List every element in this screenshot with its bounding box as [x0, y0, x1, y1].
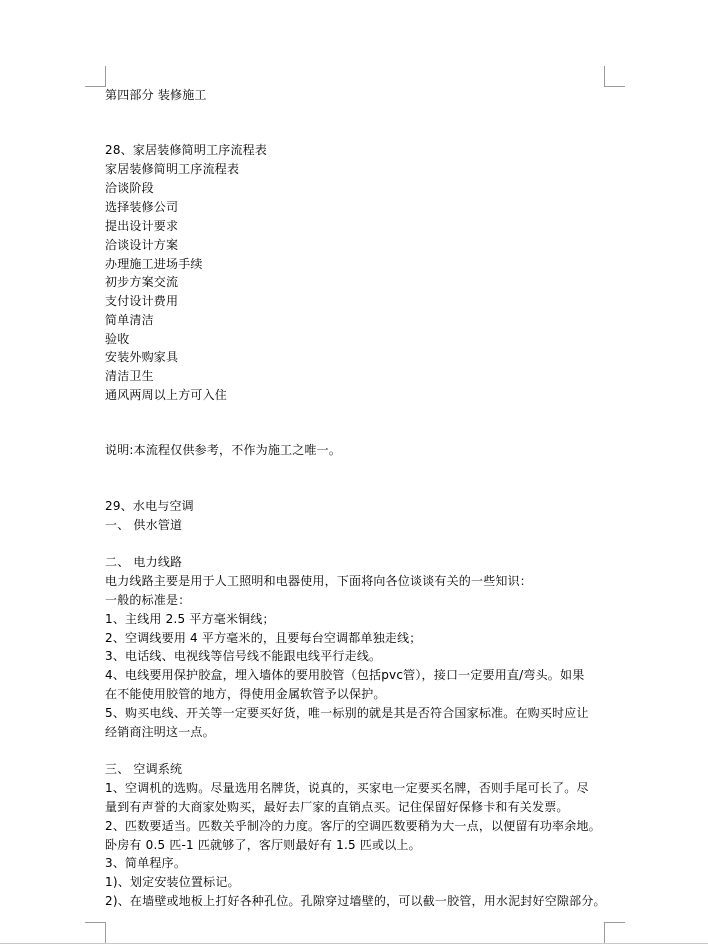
flow-step: 简单清洁	[105, 313, 154, 327]
flow-step: 初步方案交流	[105, 275, 179, 289]
flow-step: 支付设计费用	[105, 294, 179, 308]
list-item: 5、购买电线、开关等一定要买好货，唯一标别的就是其是否符合国家标准。在购买时应让	[105, 706, 589, 720]
flow-step: 提出设计要求	[105, 219, 179, 233]
paragraph: 3、简单程序。	[105, 856, 187, 870]
flow-step: 办理施工进场手续	[105, 257, 203, 271]
flow-step: 洽谈设计方案	[105, 238, 179, 252]
list-item: 3、电话线、电视线等信号线不能跟电线平行走线。	[105, 649, 382, 663]
list-item: 4、电线要用保护胶盒，埋入墙体的要用胶管（包括pvc管），接口一定要用直/弯头。如果	[105, 668, 585, 682]
paragraph: 1)、划定安装位置标记。	[105, 875, 240, 889]
flow-step: 验收	[105, 332, 130, 346]
paragraph: 量到有声誉的大商家处购买，最好去厂家的直销点买。记住保留好保修卡和有关发票。	[105, 800, 569, 814]
paragraph: 卧房有 0.5 匹-1 匹就够了，客厅则最好有 1.5 匹或以上。	[105, 838, 421, 852]
paragraph: 1、空调机的选购。尽量选用名牌货，说真的，买家电一定要买名牌，否则手尾可长了。尽	[105, 781, 589, 795]
flow-step: 选择装修公司	[105, 200, 179, 214]
heading-ac-system: 三、 空调系统	[105, 762, 183, 776]
page-header: 第四部分 装修施工	[105, 88, 207, 102]
crop-mark-bottom-left	[85, 922, 106, 943]
page-bottom-rule	[0, 943, 708, 944]
heading-power-lines: 二、 电力线路	[105, 555, 183, 569]
paragraph: 一般的标准是：	[105, 593, 191, 607]
crop-mark-bottom-right	[604, 922, 625, 943]
section-28-note: 说明:本流程仅供参考，不作为施工之唯一。	[105, 443, 342, 457]
paragraph: 2)、在墙壁或地板上打好各种孔位。孔隙穿过墙壁的，可以截一胶管，用水泥封好空隙部分。	[105, 894, 606, 908]
flow-step: 安装外购家具	[105, 350, 179, 364]
flow-step: 通风两周以上方可入住	[105, 388, 228, 402]
section-28-title: 28、家居装修简明工序流程表	[105, 143, 268, 157]
flow-step: 洽谈阶段	[105, 181, 154, 195]
paragraph: 电力线路主要是用于人工照明和电器使用，下面将向各位谈谈有关的一些知识：	[105, 574, 533, 588]
list-item: 在不能使用胶管的地方，得使用金属软管予以保护。	[105, 687, 386, 701]
section-28-subtitle: 家居装修简明工序流程表	[105, 162, 240, 176]
heading-water-supply: 一、 供水管道	[105, 518, 183, 532]
paragraph: 2、匹数要适当。匹数关乎制冷的力度。客厅的空调匹数要稍为大一点，以便留有功率余地。	[105, 819, 601, 833]
list-item: 经销商注明这一点。	[105, 725, 215, 739]
list-item: 2、空调线要用 4 平方毫米的，且要每台空调都单独走线；	[105, 631, 422, 645]
section-29-title: 29、水电与空调	[105, 499, 194, 513]
list-item: 1、主线用 2.5 平方毫米铜线；	[105, 612, 275, 626]
crop-mark-top-right	[604, 66, 625, 87]
flow-step: 清洁卫生	[105, 369, 154, 383]
crop-mark-top-left	[85, 66, 106, 87]
